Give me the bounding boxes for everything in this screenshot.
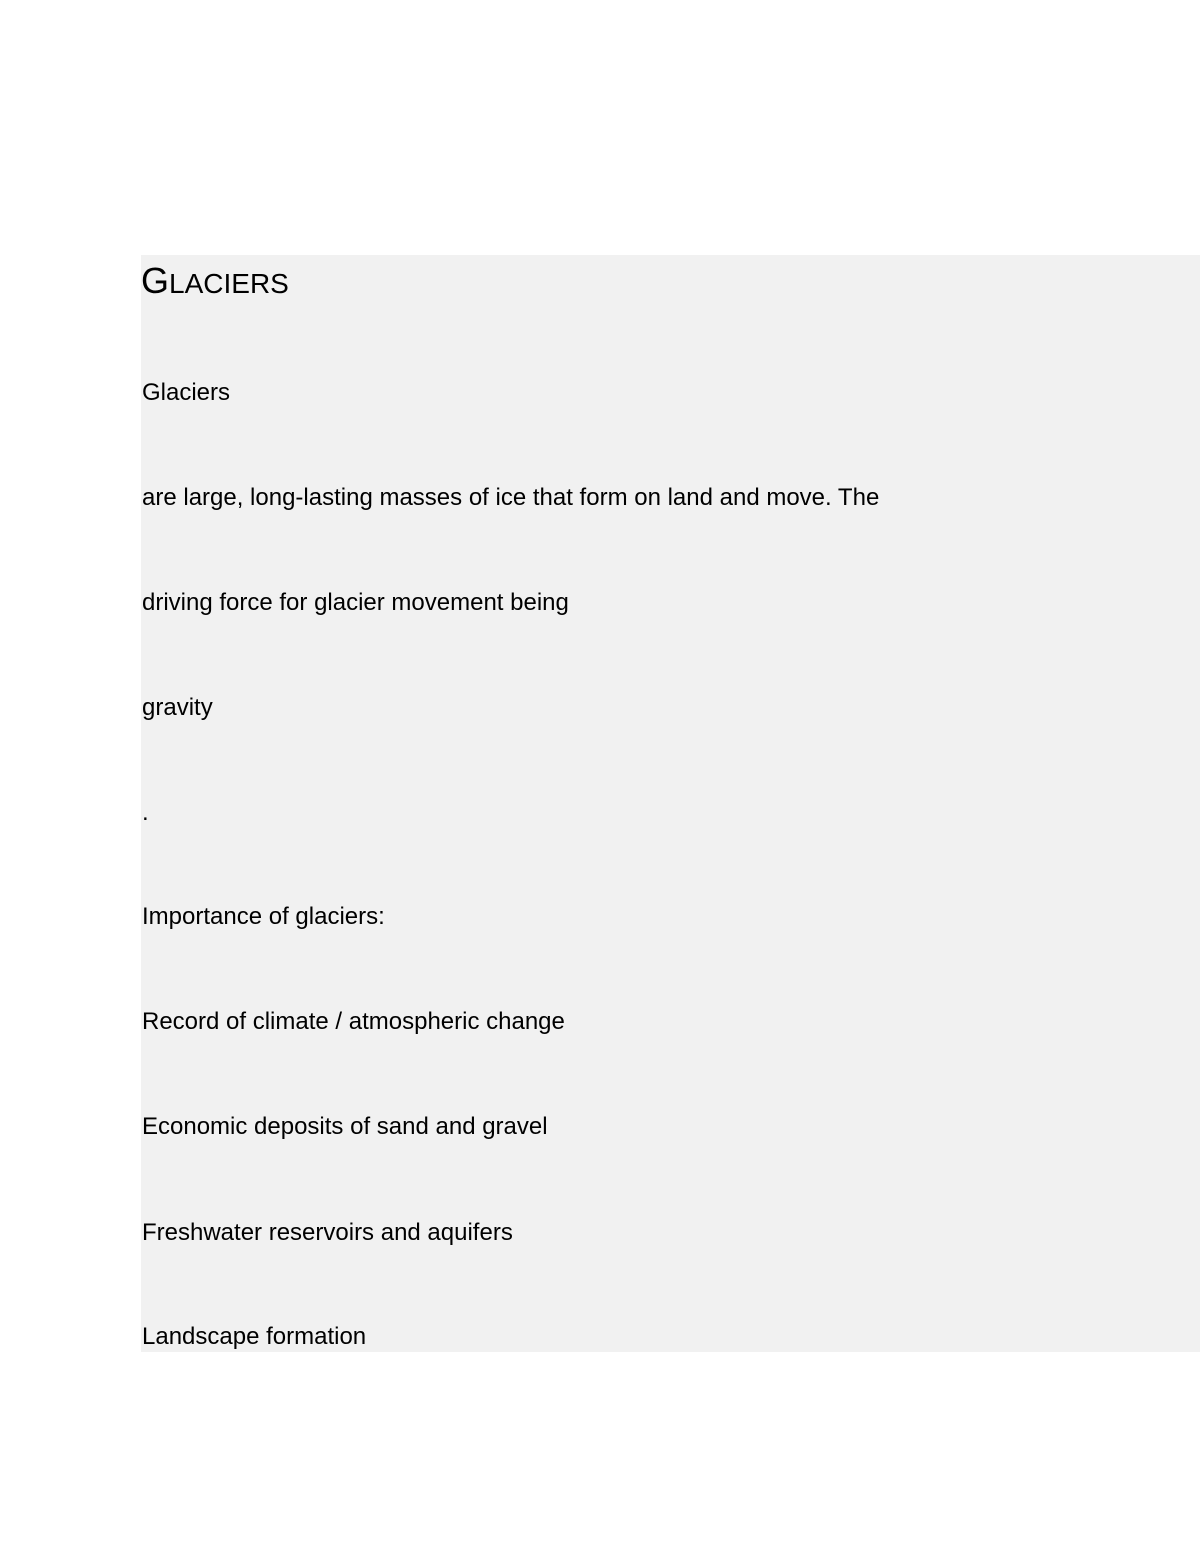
page-title [141, 261, 289, 304]
text-line: are large, long-lasting masses of ice that form on land and move. The [142, 484, 880, 511]
text-line: Landscape formation [142, 1323, 367, 1350]
text-line: Record of climate / atmospheric change [142, 1008, 565, 1035]
text-line: . [142, 799, 149, 826]
text-line: driving force for glacier movement being [142, 589, 569, 616]
text-line: Economic deposits of sand and gravel [142, 1113, 548, 1140]
title-rest: LACIERS [169, 268, 289, 299]
text-line: Freshwater reservoirs and aquifers [142, 1219, 513, 1246]
title-first-letter: G [141, 260, 170, 301]
document-content [141, 255, 1200, 1352]
text-line: Importance of glaciers: [142, 903, 385, 930]
text-line: Glaciers [142, 379, 231, 406]
text-line: gravity [142, 694, 213, 721]
